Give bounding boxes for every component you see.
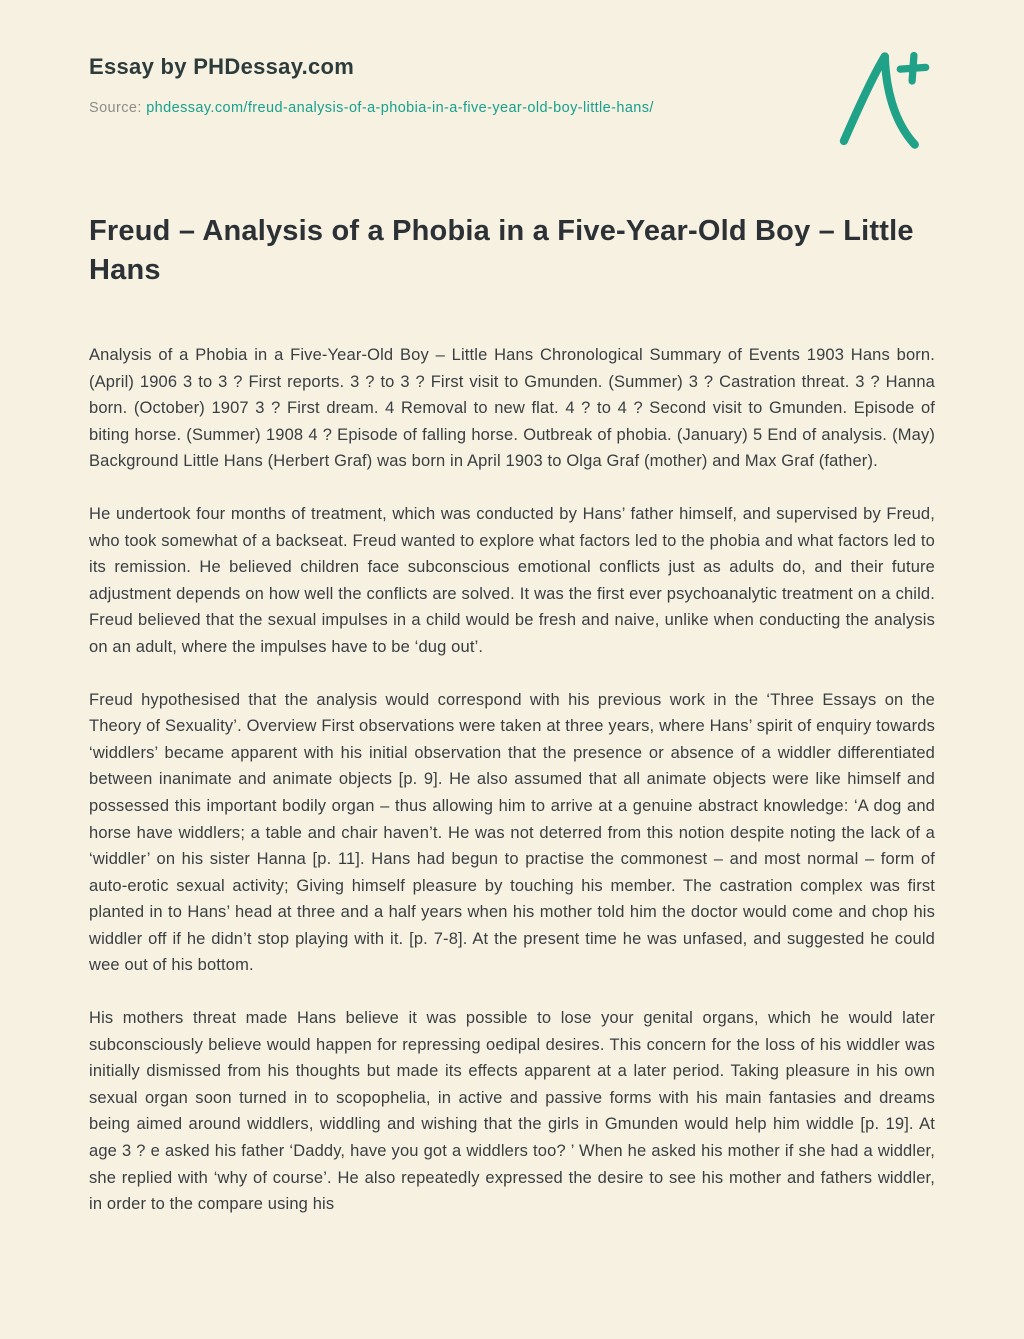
- essay-byline: Essay by PHDessay.com: [89, 54, 355, 79]
- bottom-fade-overlay: [0, 1311, 1024, 1339]
- essay-paragraph-2: He undertook four months of treatment, which was conducted by Hans’ father himself, and supervised by Freud, who took somewhat of a backseat. Freud wanted to explore what factors led to the phobia and what factors led to its remission. He believed children face subconscious emotional conflicts just as adults do, and their future adjustment depends on how well the conflicts are solved. It was the first ever psychoanalytic treatment on a child. Freud believed that the sexual impulses in a child would be fresh and naive, unlike when conducting the analysis on an adult, where the impulses have to be ‘dug out’.: [89, 504, 935, 656]
- page-header: [89, 50, 935, 152]
- essay-body: [89, 342, 935, 1218]
- phdessay-a-plus-logo-icon: [833, 50, 933, 152]
- essay-paragraph-3: Freud hypothesised that the analysis would correspond with his previous work in the ‘Three Essays on the Theory of Sexuality’. Overview First observations were taken at three years, where Hans’ spirit of enquiry towards ‘widdlers’ became apparent with his initial observation that the presence or absence of a widdler differentiated between inanimate and animate objects [p. 9]. He also assumed that all animate objects were like himself and possessed this important bodily organ – thus allowing him to arrive at a genuine abstract knowledge: ‘A dog and horse have widdlers; a table and chair haven’t. He was not deterred from this notion despite noting the lack of a ‘widdler’ on his sister Hanna [p. 11]. Hans had begun to practise the commonest – and most normal – form of auto-erotic sexual activity; Giving himself pleasure by touching his member. The castration complex was first planted in to Hans’ head at three and a half years when his mother told him the doctor would come and chop his widdler off if he didn’t stop playing with it. [p. 7-8]. At the present time he was unfased, and suggested he could wee out of his bottom.: [89, 690, 935, 975]
- essay-title: Freud – Analysis of a Phobia in a Five-Year-Old Boy – Little Hans: [89, 215, 914, 286]
- essay-paragraph-4: His mothers threat made Hans believe it was possible to lose your genital organs, which he would later subconsciously believe would happen for repressing oedipal desires. This concern for the loss of his widdler was initially dismissed from his thoughts but made its effects apparent at a later period. Taking pleasure in his own sexual organ soon turned in to scopophelia, in active and passive forms with his main fantasies and dreams being aimed around widdlers, widdling and wishing that the girls in Gmunden would help him widdle [p. 19]. At age 3 ? e asked his father ‘Daddy, have you got a widdlers too? ’ When he asked his mother if she had a widdler, she replied with ‘why of course’. He also repeatedly expressed the desire to see his mother and fathers widdler, in order to the compare using his: [89, 1009, 935, 1214]
- header-text-block: [89, 50, 654, 116]
- source-label: Source:: [89, 100, 142, 116]
- source-line: [89, 100, 654, 116]
- source-url-link[interactable]: phdessay.com/freud-analysis-of-a-phobia-in-a-five-year-old-boy-little-hans/: [146, 100, 654, 116]
- essay-paragraph-1: Analysis of a Phobia in a Five-Year-Old Boy – Little Hans Chronological Summary of Events 1903 Hans born. (April) 1906 3 to 3 ? First reports. 3 ? to 3 ? First visit to Gmunden. (Summer) 3 ? Castration threat. 3 ? Hanna born. (October) 1907 3 ? First dream. 4 Removal to new flat. 4 ? to 4 ? Second visit to Gmunden. Episode of biting horse. (Summer) 1908 4 ? Episode of falling horse. Outbreak of phobia. (January) 5 End of analysis. (May) Background Little Hans (Herbert Graf) was born in April 1903 to Olga Graf (mother) and Max Graf (father).: [89, 346, 935, 471]
